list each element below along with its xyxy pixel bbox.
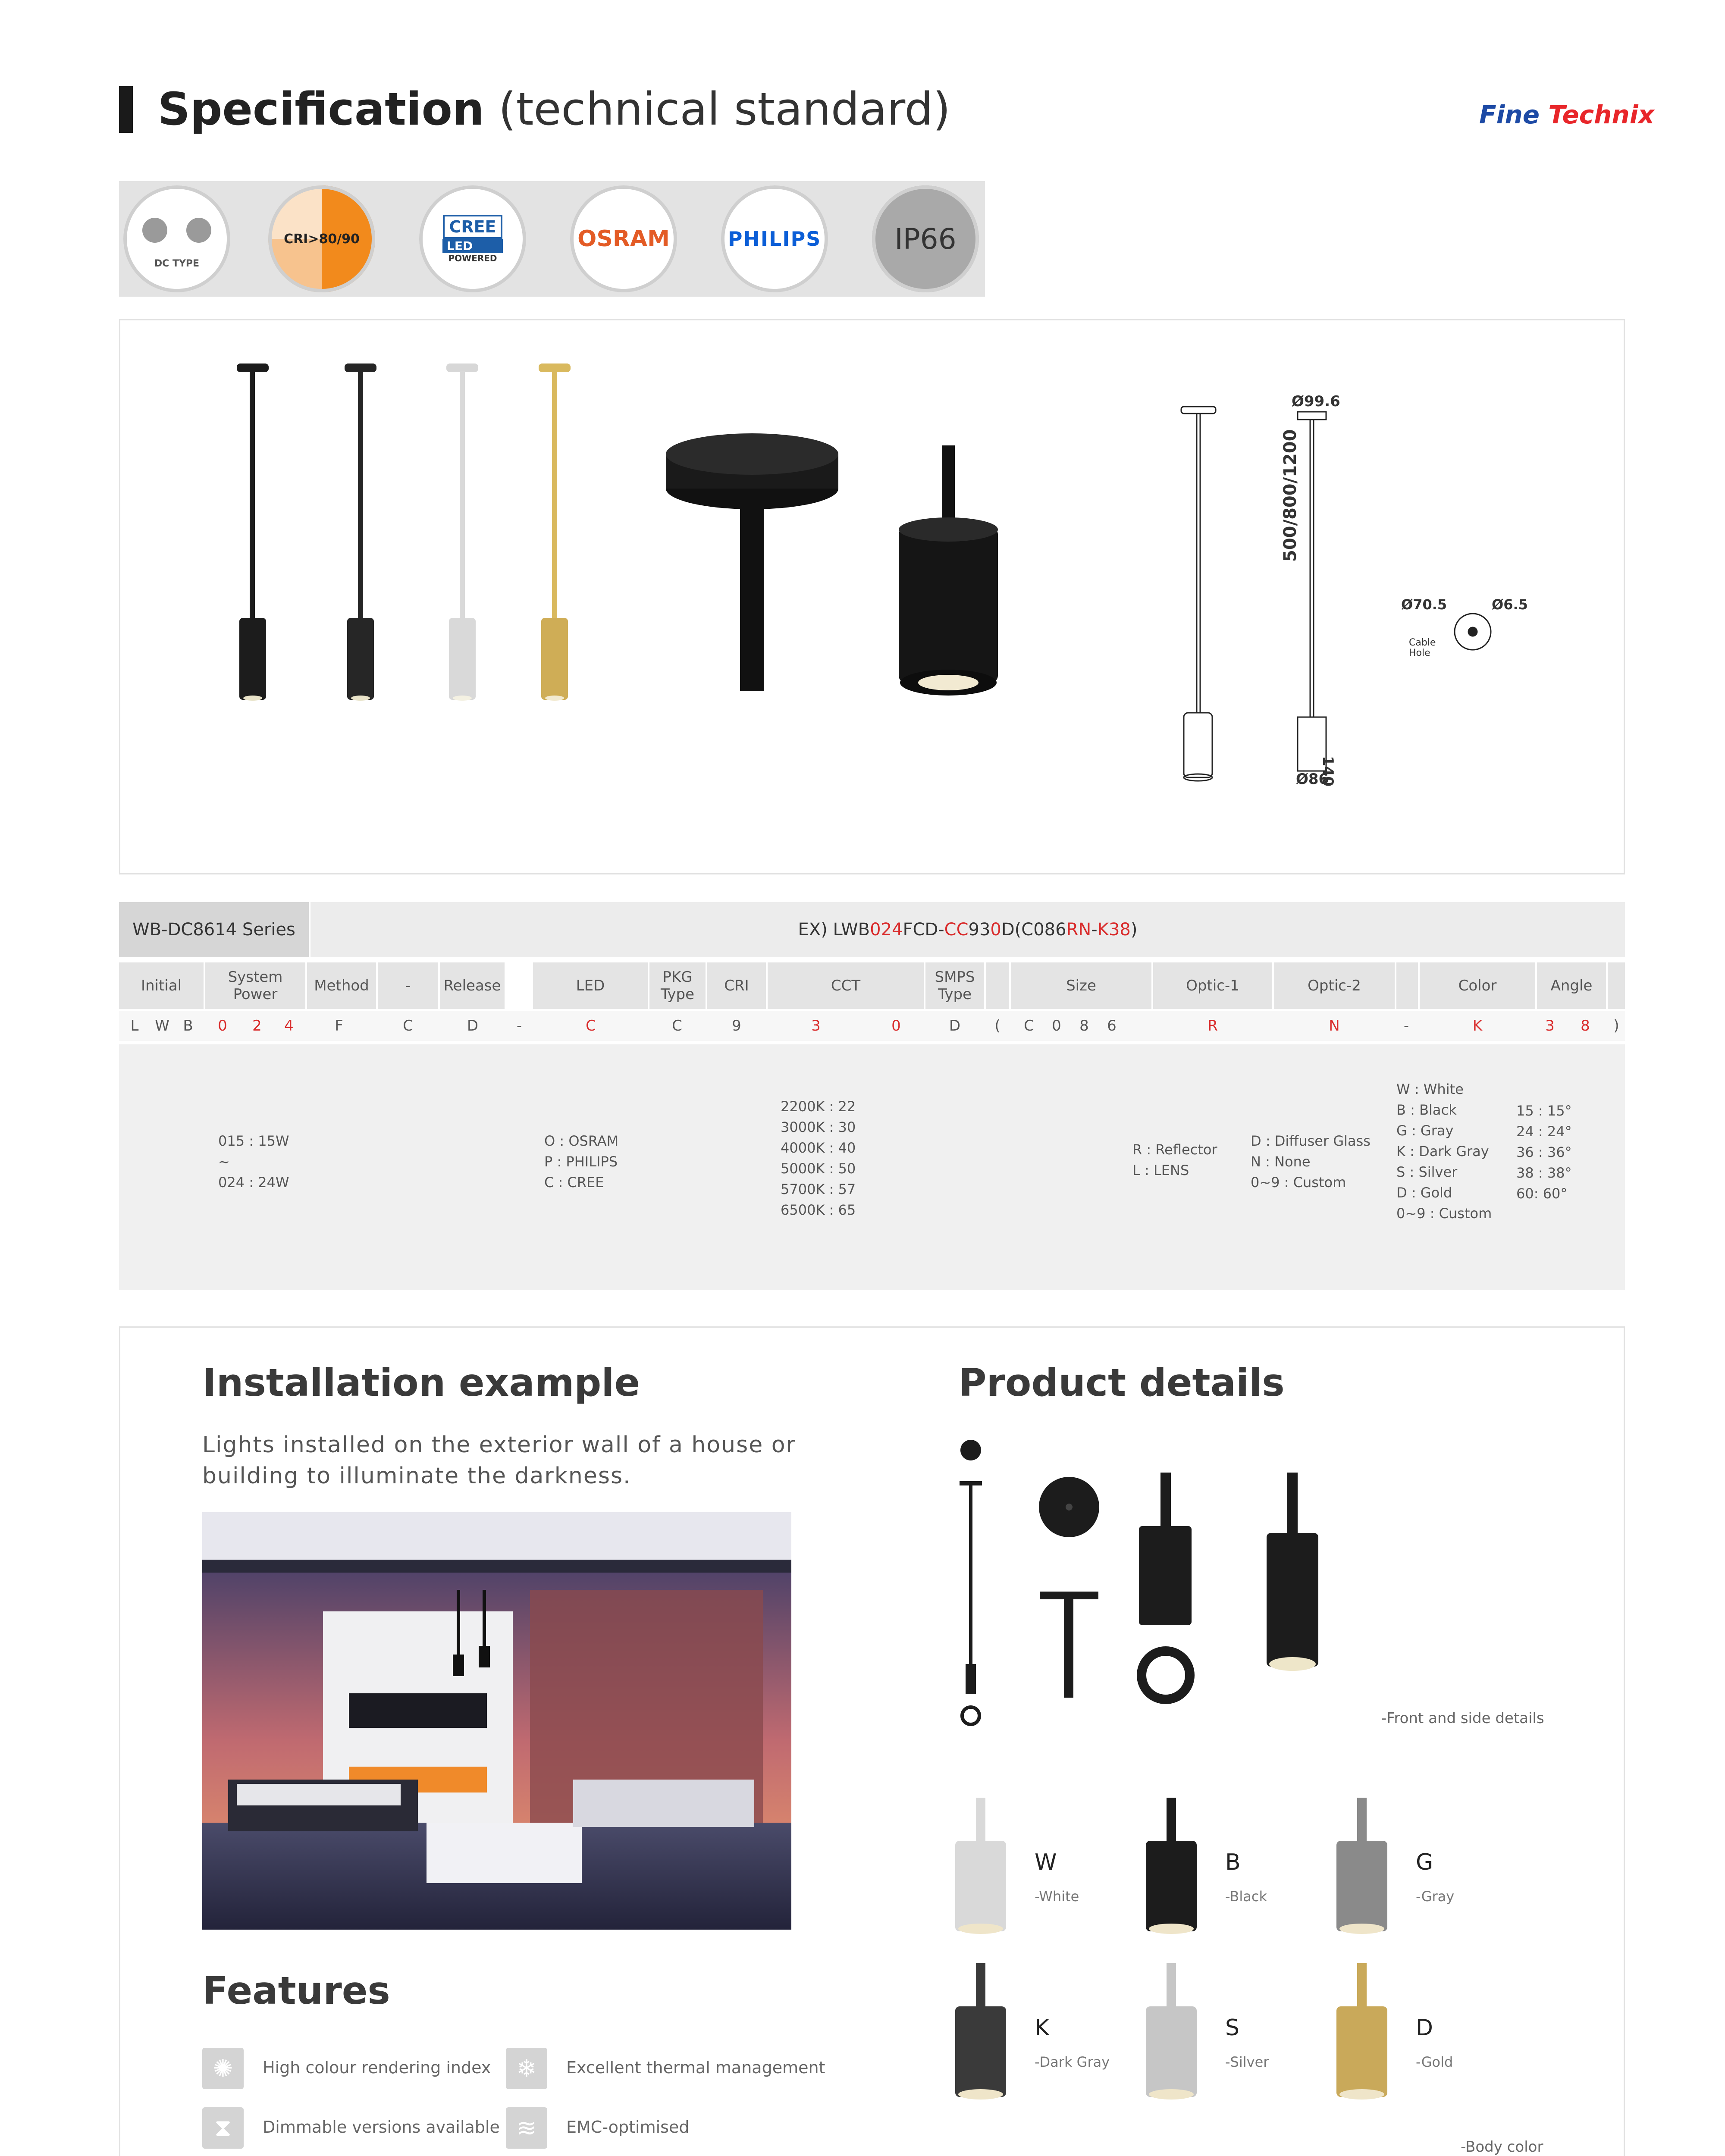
col-color: Color: [1420, 962, 1535, 1009]
col-blank-1: [986, 962, 1009, 1009]
canopy-closeup: [666, 433, 838, 691]
col-led: LED: [533, 962, 648, 1009]
example-code: EX) LWB 024 FCD- CC 93 0 D(C086 RN - K38 ): [310, 902, 1625, 957]
code-char: D: [949, 1017, 961, 1034]
bulb-icon: ✺: [202, 2048, 244, 2089]
optic2-options: D : Diffuser Glass N : None 0~9 : Custom: [1251, 1133, 1371, 1191]
pendant-gold: [539, 364, 571, 701]
page-title: [158, 81, 950, 137]
product-details-title: Product details: [959, 1360, 1285, 1405]
installation-text: Lights installed on the exterior wall of a house or building to illuminate the darkness.: [202, 1432, 796, 1489]
code-char: C: [672, 1017, 682, 1034]
color-letter-w: W: [1035, 1849, 1057, 1875]
features-title: Features: [202, 1968, 390, 2013]
pendant-black-1: [237, 364, 269, 701]
col-angle: Angle: [1537, 962, 1606, 1009]
col-blank-2: [1396, 962, 1418, 1009]
color-name-d: -Gold: [1416, 2054, 1453, 2070]
code-char: C: [586, 1017, 596, 1034]
hourglass-icon: ⧗: [202, 2107, 244, 2149]
feature-thermal: Excellent thermal management: [566, 2058, 825, 2077]
code-char: -: [516, 1017, 522, 1034]
col-optic-2: Optic-2: [1274, 962, 1395, 1009]
color-name-s: -Silver: [1225, 2054, 1269, 2070]
code-char: D: [467, 1017, 479, 1034]
col-smps-type: SMPS Type: [925, 962, 984, 1009]
color-swatch-gold: [1336, 1963, 1387, 2100]
philips-logo: PHILIPS: [728, 227, 822, 251]
code-char: -: [1403, 1017, 1409, 1034]
cri-label: CRI>80/90: [284, 231, 360, 247]
certification-strip: [119, 181, 985, 297]
dim-hole-diameter: Ø6.5: [1492, 596, 1528, 613]
product-images: [120, 320, 1624, 873]
dimension-drawing: [1298, 412, 1326, 771]
installation-photo: [202, 1512, 791, 1930]
col-system-power: System Power: [205, 962, 305, 1009]
dc-type-label: DC TYPE: [154, 258, 200, 269]
logo-part1: Fine: [1479, 100, 1549, 129]
col-blank-3: [1608, 962, 1625, 1009]
cree-logo: CREE: [443, 215, 502, 239]
col-method: Method: [307, 962, 376, 1009]
dim-top-diameter: Ø99.6: [1292, 393, 1340, 410]
title-subtitle: (technical standard): [499, 83, 950, 135]
feature-emc: EMC-optimised: [566, 2118, 690, 2137]
code-char: 9: [732, 1017, 741, 1034]
color-letter-g: G: [1416, 1849, 1433, 1875]
color-options: W : White B : Black G : Gray K : Dark Gray S : Silver D : Gold 0~9 : Custom: [1396, 1081, 1492, 1222]
feature-cri: High colour rendering index: [263, 2058, 491, 2077]
color-name-k: -Dark Gray: [1035, 2054, 1110, 2070]
code-char: C: [1024, 1017, 1034, 1034]
system-power-options: 015 : 15W ~ 024 : 24W: [218, 1133, 289, 1191]
col-cri: CRI: [707, 962, 766, 1009]
canopy-top-view: [1455, 614, 1491, 650]
color-swatch-dark-gray: [955, 1963, 1006, 2100]
lower-panel: [119, 1326, 1625, 2156]
optic1-options: R : Reflector L : LENS: [1132, 1141, 1217, 1178]
code-char: F: [335, 1017, 343, 1034]
cri-badge: [268, 185, 375, 292]
led-options: O : OSRAM P : PHILIPS C : CREE: [544, 1133, 619, 1191]
feature-dimmable: Dimmable versions available: [263, 2118, 500, 2137]
color-letter-b: B: [1225, 1849, 1241, 1875]
code-char: L: [130, 1017, 139, 1034]
dc-plug-icon: [142, 218, 211, 243]
dc-type-badge: [123, 185, 230, 292]
thermometer-icon: ❄: [506, 2048, 547, 2089]
cree-badge: [419, 185, 526, 292]
code-char: 8: [1581, 1017, 1590, 1034]
ip66-label: IP66: [894, 222, 957, 256]
col-cct: CCT: [768, 962, 924, 1009]
code-char: 0: [1052, 1017, 1061, 1034]
code-char: 3: [811, 1017, 821, 1034]
color-name-b: -Black: [1225, 1888, 1267, 1905]
color-name-w: -White: [1035, 1888, 1079, 1905]
color-letter-d: D: [1416, 2015, 1433, 2041]
col-initial: Initial: [119, 962, 204, 1009]
code-char: (: [994, 1017, 1000, 1034]
color-swatch-white: [955, 1798, 1006, 1934]
code-char: R: [1208, 1017, 1218, 1034]
product-detail-images: [940, 1435, 1500, 1746]
cree-led-label: LED: [442, 239, 503, 253]
color-letter-k: K: [1035, 2015, 1050, 2041]
cct-options: 2200K : 22 3000K : 30 4000K : 40 5000K : 50 5700K : 57 6500K : 65: [781, 1098, 856, 1218]
front-side-caption: -Front and side details: [1381, 1710, 1544, 1727]
col-dash: -: [378, 962, 438, 1009]
pendant-black-2: [345, 364, 376, 701]
col-optic-1: Optic-1: [1153, 962, 1272, 1009]
installation-title: Installation example: [202, 1360, 640, 1405]
col-release: Release: [440, 962, 505, 1009]
code-char: C: [403, 1017, 413, 1034]
series-label: WB-DC8614 Series: [119, 902, 309, 957]
brand-logo: [1479, 100, 1654, 129]
osram-logo: OSRAM: [577, 226, 670, 252]
code-char: 6: [1107, 1017, 1117, 1034]
dim-length: 500/800/1200: [1280, 429, 1300, 562]
philips-badge: [721, 185, 828, 292]
col-pkg-type: PKG Type: [649, 962, 706, 1009]
body-color-caption: -Body color: [1461, 2138, 1543, 2156]
code-char: 0: [891, 1017, 901, 1034]
color-swatch-black: [1146, 1798, 1197, 1934]
ip66-badge: [872, 185, 979, 292]
body-closeup: [899, 445, 998, 696]
code-char: ): [1613, 1017, 1619, 1034]
waveform-icon: ≋: [506, 2107, 547, 2149]
code-char: 0: [218, 1017, 227, 1034]
dim-canopy-diameter: Ø70.5: [1401, 596, 1447, 613]
pendant-white: [446, 364, 478, 701]
col-size: Size: [1011, 962, 1151, 1009]
code-char: 2: [252, 1017, 262, 1034]
logo-part2: Technix: [1548, 100, 1655, 129]
color-name-g: -Gray: [1416, 1888, 1455, 1905]
product-image-panel: [119, 319, 1625, 874]
code-char: B: [183, 1017, 193, 1034]
dim-body-height: 140: [1319, 756, 1336, 787]
title-bold: Specification: [158, 83, 484, 135]
code-char: K: [1472, 1017, 1483, 1034]
outline-drawing: [1181, 407, 1216, 781]
color-swatch-gray: [1336, 1798, 1387, 1934]
code-char: 3: [1545, 1017, 1555, 1034]
osram-badge: [570, 185, 677, 292]
code-char: 8: [1079, 1017, 1089, 1034]
cree-powered-label: POWERED: [448, 253, 497, 263]
cable-hole-label: Cable Hole: [1409, 637, 1436, 658]
color-letter-s: S: [1225, 2015, 1240, 2041]
title-accent-bar: [119, 86, 133, 133]
code-char: N: [1329, 1017, 1340, 1034]
code-char: 4: [284, 1017, 294, 1034]
color-swatch-silver: [1146, 1963, 1197, 2100]
code-char: W: [155, 1017, 169, 1034]
angle-options: 15 : 15° 24 : 24° 36 : 36° 38 : 38° 60: 60°: [1516, 1103, 1572, 1202]
dim-body-diameter: Ø86: [1296, 771, 1329, 788]
spec-code-table: [119, 902, 1625, 1290]
